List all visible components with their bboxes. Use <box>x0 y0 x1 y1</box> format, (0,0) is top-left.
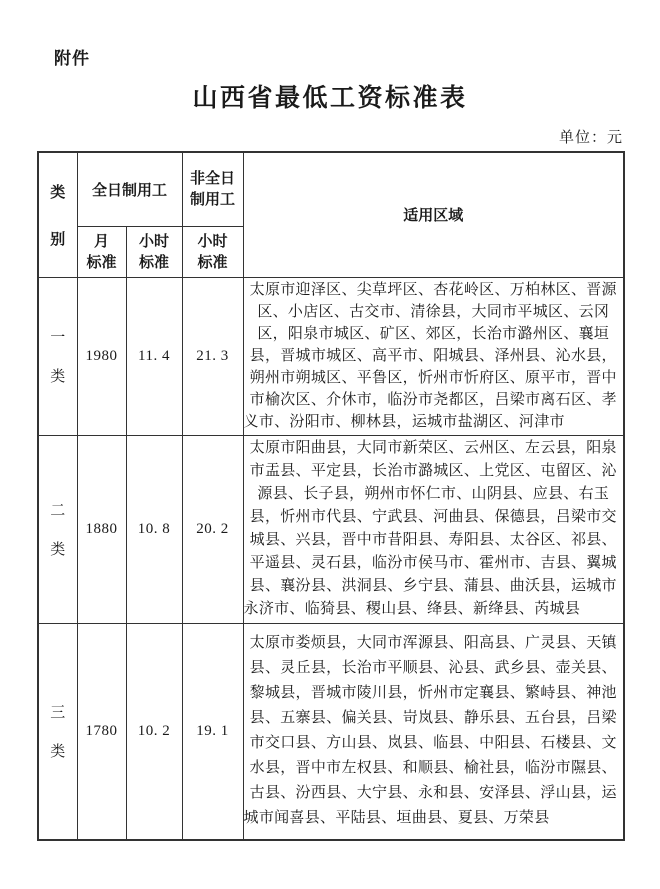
header-full-time: 全日制用工 <box>77 152 182 226</box>
header-hourly-standard <box>126 226 182 277</box>
header-category-char-top: 类 <box>50 183 66 201</box>
header-monthly-line2: 标准 <box>86 253 117 271</box>
category-char-top: 三 <box>50 705 66 722</box>
header-pt-hourly-line2: 标准 <box>197 253 228 271</box>
category-char-bottom: 类 <box>50 542 66 558</box>
monthly-value: 1980 <box>77 277 126 435</box>
monthly-value: 1880 <box>77 435 126 623</box>
part-time-hourly-value: 21. 3 <box>182 277 243 435</box>
header-part-time-line2: 制用工 <box>190 191 236 209</box>
table-row-class-1 <box>38 277 624 435</box>
category-cell <box>38 277 77 435</box>
table-row-class-2 <box>38 435 624 623</box>
monthly-value: 1780 <box>77 623 126 840</box>
region-text: 太原市迎泽区、尖草坪区、杏花岭区、万柏林区、晋源区、小店区、古交市、清徐县，大同市平城区、云冈区，阳泉市城区、矿区、郊区，长治市潞州区、襄垣县，晋城市城区、高平市、阳城县、泽州县、沁水县，朔州市朔城区、平鲁区，忻州市忻府区、原平市，晋中市榆次区、介休市，临汾市尧都区，吕梁市离石区、孝义市、汾阳市、柳林县，运城市盐湖区、河津市 <box>243 277 624 435</box>
header-category-char-bottom: 别 <box>50 230 66 248</box>
category-char-top: 一 <box>50 330 66 346</box>
category-char-bottom: 类 <box>50 744 66 761</box>
category-char-top: 二 <box>50 503 66 519</box>
hourly-value: 10. 2 <box>126 623 182 840</box>
hourly-value: 10. 8 <box>126 435 182 623</box>
header-monthly-standard <box>77 226 126 277</box>
header-part-time-line1: 非全日 <box>190 170 236 188</box>
header-row-top <box>38 152 624 226</box>
unit-label: 单位：元 <box>558 130 623 146</box>
header-hourly-line2: 标准 <box>139 253 170 271</box>
category-cell <box>38 623 77 840</box>
header-category <box>38 152 77 277</box>
region-text: 太原市娄烦县，大同市浑源县、阳高县、广灵县、天镇县、灵丘县，长治市平顺县、沁县、武乡县、壶关县、黎城县，晋城市陵川县，忻州市定襄县、繁峙县、神池县、五寨县、偏关县、岢岚县、静乐县、五台县，吕梁市交口县、方山县、岚县、临县、中阳县、石楼县、文水县，晋中市左权县、和顺县、榆社县，临汾市隰县、古县、汾西县、大宁县、永和县、安泽县、浮山县，运城市闻喜县、平陆县、垣曲县、夏县、万荣县 <box>243 623 624 840</box>
region-text: 太原市阳曲县，大同市新荣区、云州区、左云县，阳泉市盂县、平定县，长治市潞城区、上党区、屯留区、沁源县、长子县，朔州市怀仁市、山阴县、应县、右玉县，忻州市代县、宁武县、河曲县、保德县，吕梁市交城县、兴县，晋中市昔阳县、寿阳县、太谷区、祁县、平遥县、灵石县，临汾市侯马市、霍州市、吉县、翼城县、襄汾县、洪洞县、乡宁县、蒲县、曲沃县，运城市永济市、临猗县、稷山县、绛县、新绛县、芮城县 <box>243 435 624 623</box>
header-pt-hourly-line1: 小时 <box>197 232 228 250</box>
header-hourly-line1: 小时 <box>139 232 170 250</box>
category-char-bottom: 类 <box>50 369 66 385</box>
attachment-label: 附件 <box>54 49 90 68</box>
header-region: 适用区域 <box>243 152 624 277</box>
table-row-class-3 <box>38 623 624 840</box>
header-part-time <box>182 152 243 226</box>
minimum-wage-table <box>37 151 625 841</box>
page-title: 山西省最低工资标准表 <box>192 85 468 112</box>
part-time-hourly-value: 19. 1 <box>182 623 243 840</box>
part-time-hourly-value: 20. 2 <box>182 435 243 623</box>
hourly-value: 11. 4 <box>126 277 182 435</box>
header-monthly-line1: 月 <box>93 232 109 250</box>
category-cell <box>38 435 77 623</box>
header-part-time-hourly-standard <box>182 226 243 277</box>
